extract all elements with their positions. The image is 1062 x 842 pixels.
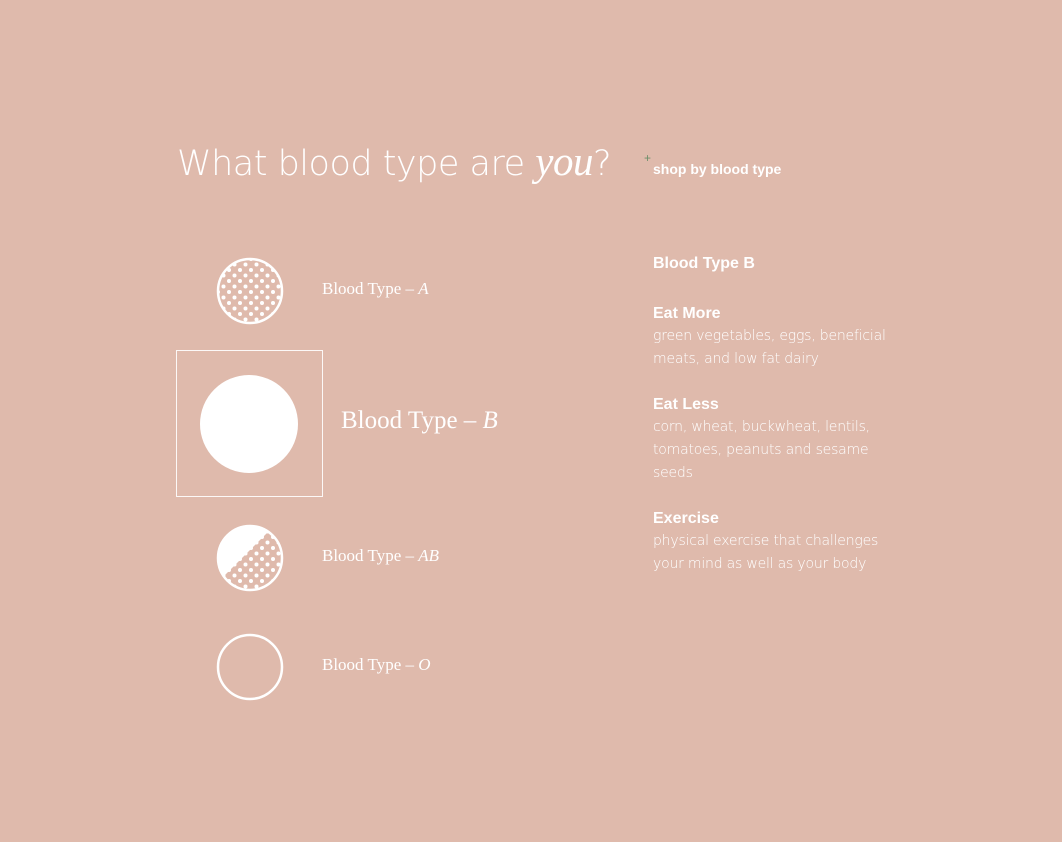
blood-type-code: O <box>418 655 431 674</box>
blood-type-label <box>341 407 498 435</box>
half-dotted-circle-icon <box>215 523 285 593</box>
blood-type-info-panel <box>653 253 893 599</box>
blood-type-label <box>322 546 439 566</box>
info-title: Blood Type B <box>653 255 755 272</box>
blood-type-code: B <box>482 407 498 434</box>
blood-type-option-a[interactable] <box>176 240 476 340</box>
blood-type-option-o[interactable] <box>176 616 476 716</box>
blood-type-option-ab[interactable] <box>176 507 476 607</box>
shop-by-blood-type-link[interactable]: shop by blood type <box>653 161 782 177</box>
section-body: physical exercise that challenges your mind as well as your body <box>653 533 879 572</box>
outline-circle-icon <box>215 632 285 702</box>
info-section-eat-more <box>653 303 893 371</box>
blood-type-option-b[interactable] <box>176 350 536 498</box>
plus-icon: + <box>644 151 652 165</box>
section-title: Exercise <box>653 510 719 527</box>
page-title-suffix: ? <box>592 144 612 184</box>
section-body: corn, wheat, buckwheat, lentils, tomatoes, peanuts and sesame seeds <box>653 419 870 481</box>
info-section-exercise <box>653 508 893 576</box>
page-title-emphasis: you <box>535 138 593 184</box>
blood-type-code: A <box>418 279 429 298</box>
section-title: Eat Less <box>653 396 719 413</box>
solid-circle-icon <box>200 374 300 474</box>
blood-type-code: AB <box>418 546 440 565</box>
dotted-circle-icon <box>215 256 285 326</box>
section-title: Eat More <box>653 305 721 322</box>
blood-type-label <box>322 279 429 299</box>
page-title <box>177 139 611 186</box>
section-body: green vegetables, eggs, beneficial meats, and low fat dairy <box>653 328 886 367</box>
info-section-eat-less <box>653 394 893 485</box>
blood-type-label <box>322 655 431 675</box>
blood-type-label-prefix: Blood Type – <box>322 655 419 674</box>
blood-type-label-prefix: Blood Type – <box>322 279 419 298</box>
page-title-prefix: What blood type are <box>177 144 536 184</box>
blood-type-label-prefix: Blood Type – <box>341 407 483 434</box>
blood-type-label-prefix: Blood Type – <box>322 546 419 565</box>
